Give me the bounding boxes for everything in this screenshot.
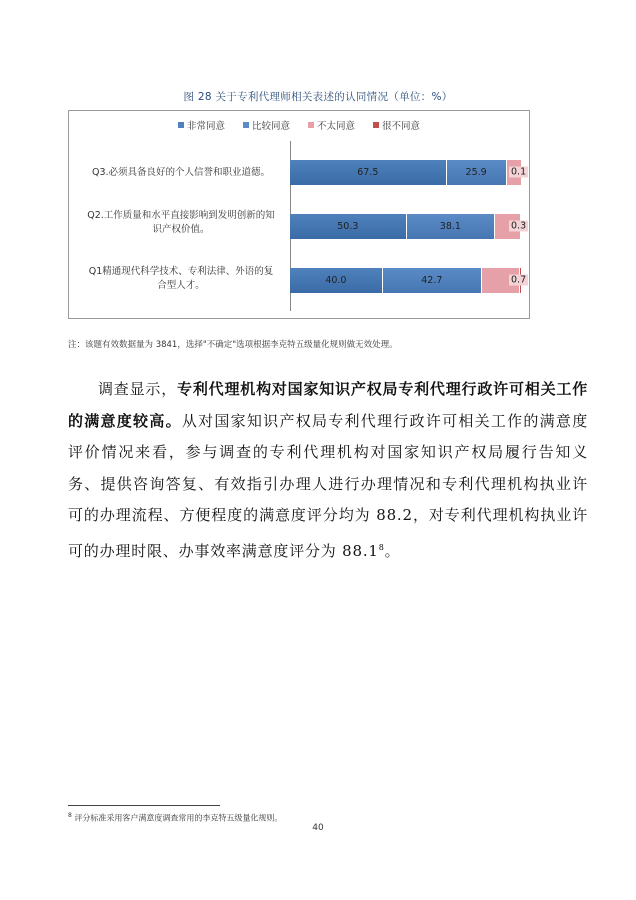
data-label: 40.0: [325, 275, 347, 286]
para-body: 从对国家知识产权局专利代理行政许可相关工作的满意度评价情况来看，参与调查的专利代理机构对国家知识产权局履行告知义务、提供咨询答复、有效指引办理人进行办理情况和专利代理机构执业许可的办理流程、方便程度的满意度评分均为 88.2，对专利代理机构执业许可的办理时限、办事效率满意度评分为 88.1: [68, 411, 588, 560]
data-label: 38.1: [439, 221, 461, 232]
body-paragraph: [68, 374, 588, 567]
figure-title: 图 28 关于专利代理师相关表述的认同情况（单位：%）: [183, 91, 453, 103]
legend-swatch: [308, 122, 314, 128]
category-label-q1: [81, 265, 281, 293]
bar-segment-strongly-agree: [290, 268, 383, 293]
bar-segment-strongly-agree: [290, 160, 447, 185]
bar-row-q3: [290, 160, 523, 185]
stacked-bar-chart: [68, 110, 530, 319]
footnote-mark: 8: [68, 812, 72, 819]
bar-segment-strongly-agree: [290, 214, 407, 239]
legend-label: 不太同意: [317, 121, 356, 132]
category-label-text: Q1精通现代科学技术、专利法律、外语的复: [88, 266, 274, 277]
bar-segment-agree: [383, 268, 482, 293]
data-label: 25.9: [465, 167, 487, 178]
legend-swatch: [243, 122, 249, 128]
para-lead: 调查显示，: [98, 380, 178, 398]
data-label: 50.3: [337, 221, 359, 232]
bar-segment-agree: [407, 214, 495, 239]
data-label-q3-strongly-disagree: 0.1: [511, 166, 527, 178]
legend-swatch: [373, 122, 379, 128]
legend-item-strongly-agree: [178, 118, 225, 132]
category-label-text: Q3.必须具备良好的个人信誉和职业道德。: [91, 167, 271, 178]
legend-label: 比较同意: [251, 121, 290, 132]
category-label-text: 识产权价值。: [152, 224, 210, 235]
para-bold-statement: 专利代理机构对国家知识产权局专利代理行政许可相关工作的满意度较高。: [68, 380, 588, 430]
legend-item-strongly-disagree: [373, 118, 420, 132]
legend-swatch: [178, 122, 184, 128]
page-number: 40: [312, 823, 324, 833]
footnote-ref: 8: [378, 542, 385, 552]
footnote: [68, 812, 282, 824]
para-end: 。: [384, 541, 401, 560]
legend-item-agree: [243, 118, 290, 132]
chart-legend: [69, 118, 529, 132]
legend-label: 很不同意: [382, 121, 421, 132]
category-label-q2: [81, 209, 281, 237]
legend-label: 非常同意: [186, 121, 225, 132]
legend-item-disagree: [308, 118, 355, 132]
category-label-text: Q2.工作质量和水平直接影响到发明创新的知: [87, 210, 275, 221]
footnote-divider: [68, 805, 220, 806]
bar-row-q2: [290, 214, 522, 239]
data-label: 42.7: [421, 275, 443, 286]
bar-row-q1: [290, 268, 522, 293]
footnote-text: 评分标准采用客户满意度调查常用的李克特五级量化规则。: [71, 813, 283, 823]
data-label-q1-strongly-disagree: 0.7: [511, 274, 527, 286]
bar-segment-agree: [447, 160, 507, 185]
category-label-text: 合型人才。: [157, 280, 205, 291]
category-label-q3: [81, 166, 281, 180]
data-label-q2-strongly-disagree: 0.3: [511, 220, 527, 232]
figure-note: 注：该题有效数据量为 3841，选择"不确定"选项根据李克特五级量化规则做无效处理。: [68, 340, 398, 350]
data-label: 67.5: [357, 167, 379, 178]
